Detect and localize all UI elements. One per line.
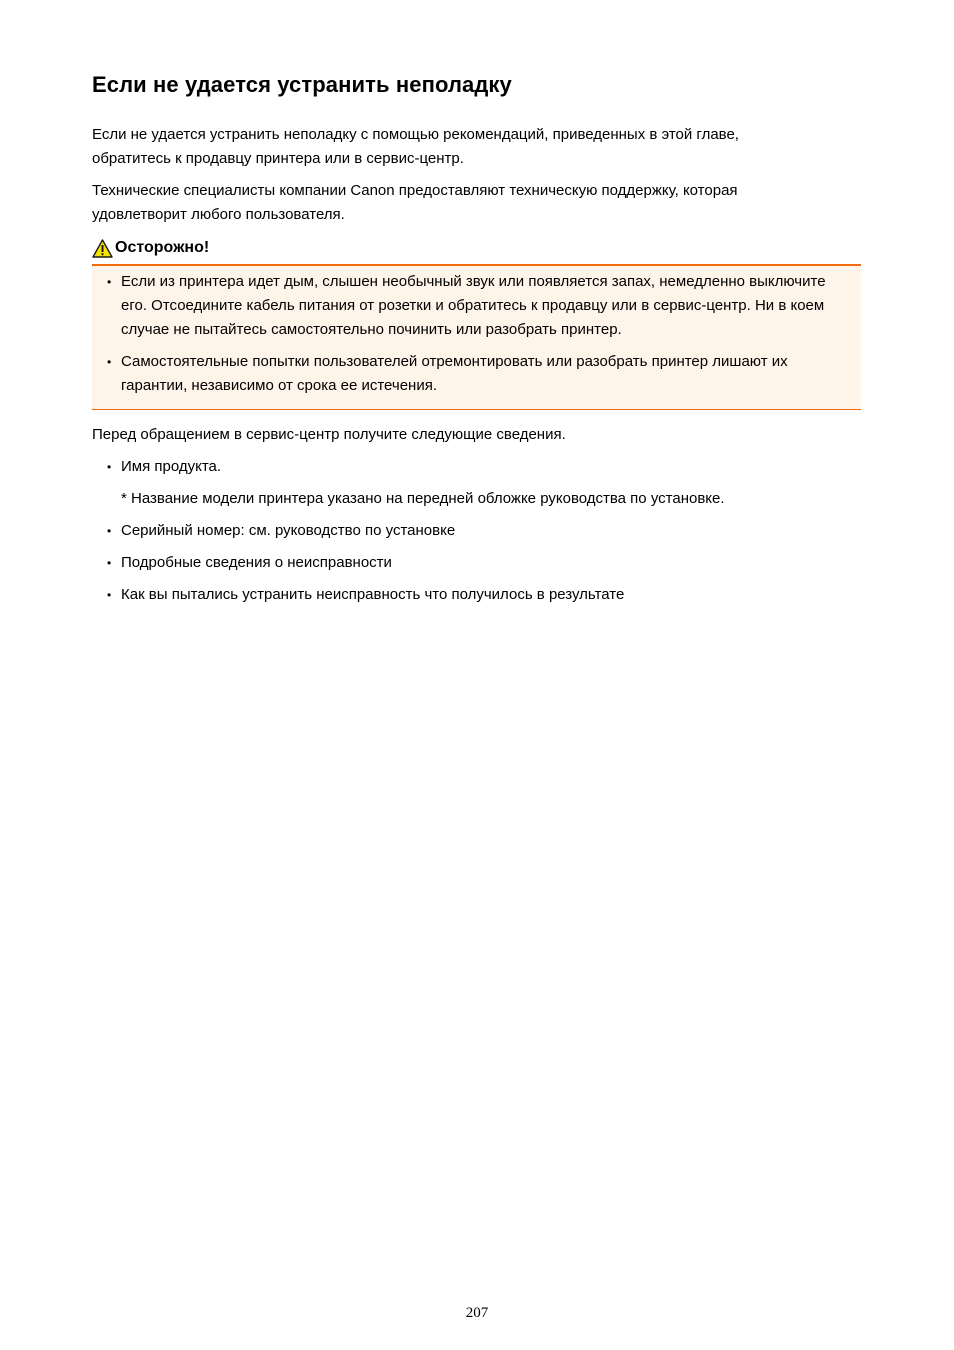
support-paragraph: Технические специалисты компании Canon предоставляют техническую поддержку, которая удовлетворит любого пользователя. xyxy=(92,182,738,223)
caution-box xyxy=(92,264,861,410)
caution-heading xyxy=(92,236,209,260)
list-item-attempts: • Как вы пытались устранить неисправность что получилось в результате xyxy=(121,583,821,607)
list-item-product-name: • Имя продукта. xyxy=(121,455,821,479)
info-intro: Перед обращением в сервис-центр получите следующие сведения. xyxy=(92,426,566,443)
list-item-note: * Название модели принтера указано на передней обложке руководства по установке. xyxy=(121,490,725,507)
intro-paragraph: Если не удается устранить неполадку с помощью рекомендаций, приведенных в этой главе, обратитесь к продавцу принтера или в сервис-центр. xyxy=(92,126,739,167)
caution-heading-text: Осторожно! xyxy=(115,239,210,256)
page-title: Если не удается устранить неполадку xyxy=(92,72,512,97)
caution-item: • Если из принтера идет дым, слышен необычный звук или появляется запах, немедленно выключите его. Отсоедините кабель питания от розетки и обратитесь к продавцу или в сервис-центр. Ни в коем случае не пытайтесь самостоятельно починить или разобрать принтер. xyxy=(121,270,851,342)
list-item-problem-details: • Подробные сведения о неисправности xyxy=(121,551,821,575)
list-item-serial-number: • Серийный номер: см. руководство по установке xyxy=(121,519,821,543)
caution-item: • Самостоятельные попытки пользователей отремонтировать или разобрать принтер лишают их гарантии, независимо от срока ее истечения. xyxy=(121,350,851,398)
page-number: 207 xyxy=(465,1305,489,1321)
warning-triangle-icon xyxy=(92,239,113,258)
